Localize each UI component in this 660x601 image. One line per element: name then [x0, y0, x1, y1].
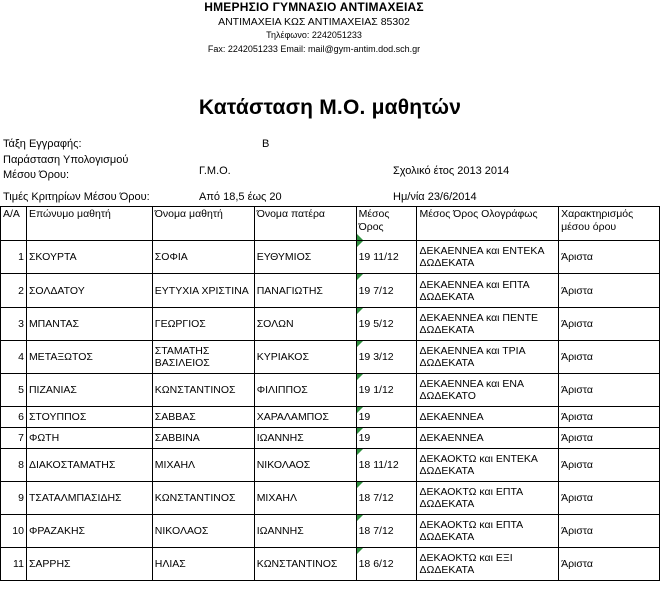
col-header-average-words: Μέσος Όρος Ολογράφως — [417, 207, 559, 241]
average-in-words: ΔΕΚΑΕΝΝΕΑ και ΕΝΤΕΚΑ ΔΩΔΕΚΑΤΑ — [417, 241, 559, 274]
row-number: 8 — [1, 449, 27, 482]
average-grade: 19 — [356, 407, 417, 428]
characterization: Άριστα — [559, 274, 660, 308]
row-number: 10 — [1, 515, 27, 548]
col-header-average: Μέσος Όρος — [356, 207, 417, 241]
col-header-aa: Α/Α — [1, 207, 27, 241]
table-row — [1, 428, 660, 449]
student-name: ΜΙΧΑΗΛ — [152, 449, 254, 482]
average-grade: 19 11/12 — [356, 241, 417, 274]
average-in-words: ΔΕΚΑΟΚΤΩ και ΕΝΤΕΚΑ ΔΩΔΕΚΑΤΑ — [417, 449, 559, 482]
student-surname: ΜΕΤΑΞΩΤΟΣ — [26, 341, 152, 374]
average-grade: 18 7/12 — [356, 482, 417, 515]
student-name: ΣΑΒΒΙΝΑ — [152, 428, 254, 449]
average-in-words: ΔΕΚΑΕΝΝΕΑ και ΕΠΤΑ ΔΩΔΕΚΑΤΑ — [417, 274, 559, 308]
page-title: Κατάσταση Μ.Ο. μαθητών — [198, 96, 462, 119]
student-surname: ΔΙΑΚΟΣΤΑΜΑΤΗΣ — [26, 449, 152, 482]
characterization: Άριστα — [559, 449, 660, 482]
calc-label-line1: Παράσταση Υπολογισμού — [3, 154, 129, 166]
father-name: ΦΙΛΙΠΠΟΣ — [254, 374, 356, 407]
average-in-words: ΔΕΚΑΕΝΝΕΑ — [417, 407, 559, 428]
row-number: 3 — [1, 308, 27, 341]
characterization: Άριστα — [559, 341, 660, 374]
table-row — [1, 374, 660, 407]
characterization: Άριστα — [559, 308, 660, 341]
student-name: ΗΛΙΑΣ — [152, 548, 254, 581]
row-number: 5 — [1, 374, 27, 407]
average-in-words: ΔΕΚΑΟΚΤΩ και ΕΠΤΑ ΔΩΔΕΚΑΤΑ — [417, 482, 559, 515]
average-in-words: ΔΕΚΑΟΚΤΩ και ΕΠΤΑ ΔΩΔΕΚΑΤΑ — [417, 515, 559, 548]
table-row — [1, 274, 660, 308]
average-grade: 19 7/12 — [356, 274, 417, 308]
characterization: Άριστα — [559, 428, 660, 449]
row-number: 9 — [1, 482, 27, 515]
characterization: Άριστα — [559, 515, 660, 548]
student-name: ΓΕΩΡΓΙΟΣ — [152, 308, 254, 341]
student-surname: ΣΤΟΥΠΠΟΣ — [26, 407, 152, 428]
student-surname: ΣΚΟΥΡΤΑ — [26, 241, 152, 274]
criteria-value: Από 18,5 έως 20 — [199, 191, 282, 203]
average-grade: 19 3/12 — [356, 341, 417, 374]
father-name: ΣΟΛΩΝ — [254, 308, 356, 341]
row-number: 6 — [1, 407, 27, 428]
calc-label-line2: Μέσου Όρου: — [3, 169, 70, 181]
father-name: ΙΩΑΝΝΗΣ — [254, 428, 356, 449]
calc-value: Γ.Μ.Ο. — [199, 165, 231, 177]
student-name: ΚΩΝΣΤΑΝΤΙΝΟΣ — [152, 374, 254, 407]
report-date: Ημ/νία 23/6/2014 — [393, 191, 477, 203]
average-in-words: ΔΕΚΑΕΝΝΕΑ — [417, 428, 559, 449]
average-grade: 19 1/12 — [356, 374, 417, 407]
average-grade: 19 5/12 — [356, 308, 417, 341]
col-header-surname: Επώνυμο μαθητή — [26, 207, 152, 241]
student-surname: ΜΠΑΝΤΑΣ — [26, 308, 152, 341]
col-header-father: Όνομα πατέρα — [254, 207, 356, 241]
col-header-characterization: Χαρακτηρισμός μέσου όρου — [559, 207, 660, 241]
characterization: Άριστα — [559, 482, 660, 515]
student-surname: ΠΙΖΑΝΙΑΣ — [26, 374, 152, 407]
student-surname: ΣΟΛΔΑΤΟΥ — [26, 274, 152, 308]
student-name: ΣΑΒΒΑΣ — [152, 407, 254, 428]
average-grade: 19 — [356, 428, 417, 449]
school-year: Σχολικό έτος 2013 2014 — [393, 165, 510, 177]
student-name: ΝΙΚΟΛΑΟΣ — [152, 515, 254, 548]
student-name: ΣΟΦΙΑ — [152, 241, 254, 274]
father-name: ΝΙΚΟΛΑΟΣ — [254, 449, 356, 482]
average-in-words: ΔΕΚΑΕΝΝΕΑ και ΠΕΝΤΕ ΔΩΔΕΚΑΤΑ — [417, 308, 559, 341]
father-name: ΕΥΘΥΜΙΟΣ — [254, 241, 356, 274]
student-surname: ΦΩΤΗ — [26, 428, 152, 449]
table-row — [1, 548, 660, 581]
row-number: 7 — [1, 428, 27, 449]
row-number: 11 — [1, 548, 27, 581]
class-value: Β — [262, 138, 270, 150]
characterization: Άριστα — [559, 407, 660, 428]
row-number: 1 — [1, 241, 27, 274]
table-row — [1, 407, 660, 428]
criteria-label: Τιμές Κριτηρίων Μέσου Όρου: — [3, 191, 150, 203]
student-name: ΕΥΤΥΧΙΑ ΧΡΙΣΤΙΝΑ — [152, 274, 254, 308]
table-row — [1, 308, 660, 341]
student-surname: ΤΣΑΤΑΛΜΠΑΣΙΔΗΣ — [26, 482, 152, 515]
student-surname: ΦΡΑΖΑΚΗΣ — [26, 515, 152, 548]
student-name: ΚΩΝΣΤΑΝΤΙΝΟΣ — [152, 482, 254, 515]
table-row — [1, 241, 660, 274]
characterization: Άριστα — [559, 548, 660, 581]
average-grade: 18 7/12 — [356, 515, 417, 548]
father-name: ΚΩΝΣΤΑΝΤΙΝΟΣ — [254, 548, 356, 581]
father-name: ΜΙΧΑΗΛ — [254, 482, 356, 515]
average-grade: 18 6/12 — [356, 548, 417, 581]
characterization: Άριστα — [559, 374, 660, 407]
school-fax-email: Fax: 2242051233 Email: mail@gym-antim.dod.sch.gr — [207, 44, 421, 54]
school-address: ΑΝΤΙΜΑΧΕΙΑ ΚΩΣ ΑΝΤΙΜΑΧΕΙΑΣ 85302 — [218, 16, 410, 28]
row-number: 2 — [1, 274, 27, 308]
table-row — [1, 482, 660, 515]
characterization: Άριστα — [559, 241, 660, 274]
father-name: ΚΥΡΙΑΚΟΣ — [254, 341, 356, 374]
average-in-words: ΔΕΚΑΕΝΝΕΑ και ΤΡΙΑ ΔΩΔΕΚΑΤΑ — [417, 341, 559, 374]
class-label: Τάξη Εγγραφής: — [3, 138, 82, 150]
row-number: 4 — [1, 341, 27, 374]
student-name: ΣΤΑΜΑΤΗΣ ΒΑΣΙΛΕΙΟΣ — [152, 341, 254, 374]
father-name: ΠΑΝΑΓΙΩΤΗΣ — [254, 274, 356, 308]
table-row — [1, 449, 660, 482]
col-header-name: Όνομα μαθητή — [152, 207, 254, 241]
school-phone: Τηλέφωνο: 2242051233 — [266, 30, 362, 40]
school-name: ΗΜΕΡΗΣΙΟ ΓΥΜΝΑΣΙΟ ΑΝΤΙΜΑΧΕΙΑΣ — [204, 0, 424, 14]
table-row — [1, 341, 660, 374]
father-name: ΙΩΑΝΝΗΣ — [254, 515, 356, 548]
average-in-words: ΔΕΚΑΟΚΤΩ και ΕΞΙ ΔΩΔΕΚΑΤΑ — [417, 548, 559, 581]
father-name: ΧΑΡΑΛΑΜΠΟΣ — [254, 407, 356, 428]
average-in-words: ΔΕΚΑΕΝΝΕΑ και ΕΝΑ ΔΩΔΕΚΑΤΟ — [417, 374, 559, 407]
student-surname: ΣΑΡΡΗΣ — [26, 548, 152, 581]
average-grade: 18 11/12 — [356, 449, 417, 482]
students-table — [0, 206, 660, 581]
table-header-row — [1, 207, 660, 241]
table-row — [1, 515, 660, 548]
